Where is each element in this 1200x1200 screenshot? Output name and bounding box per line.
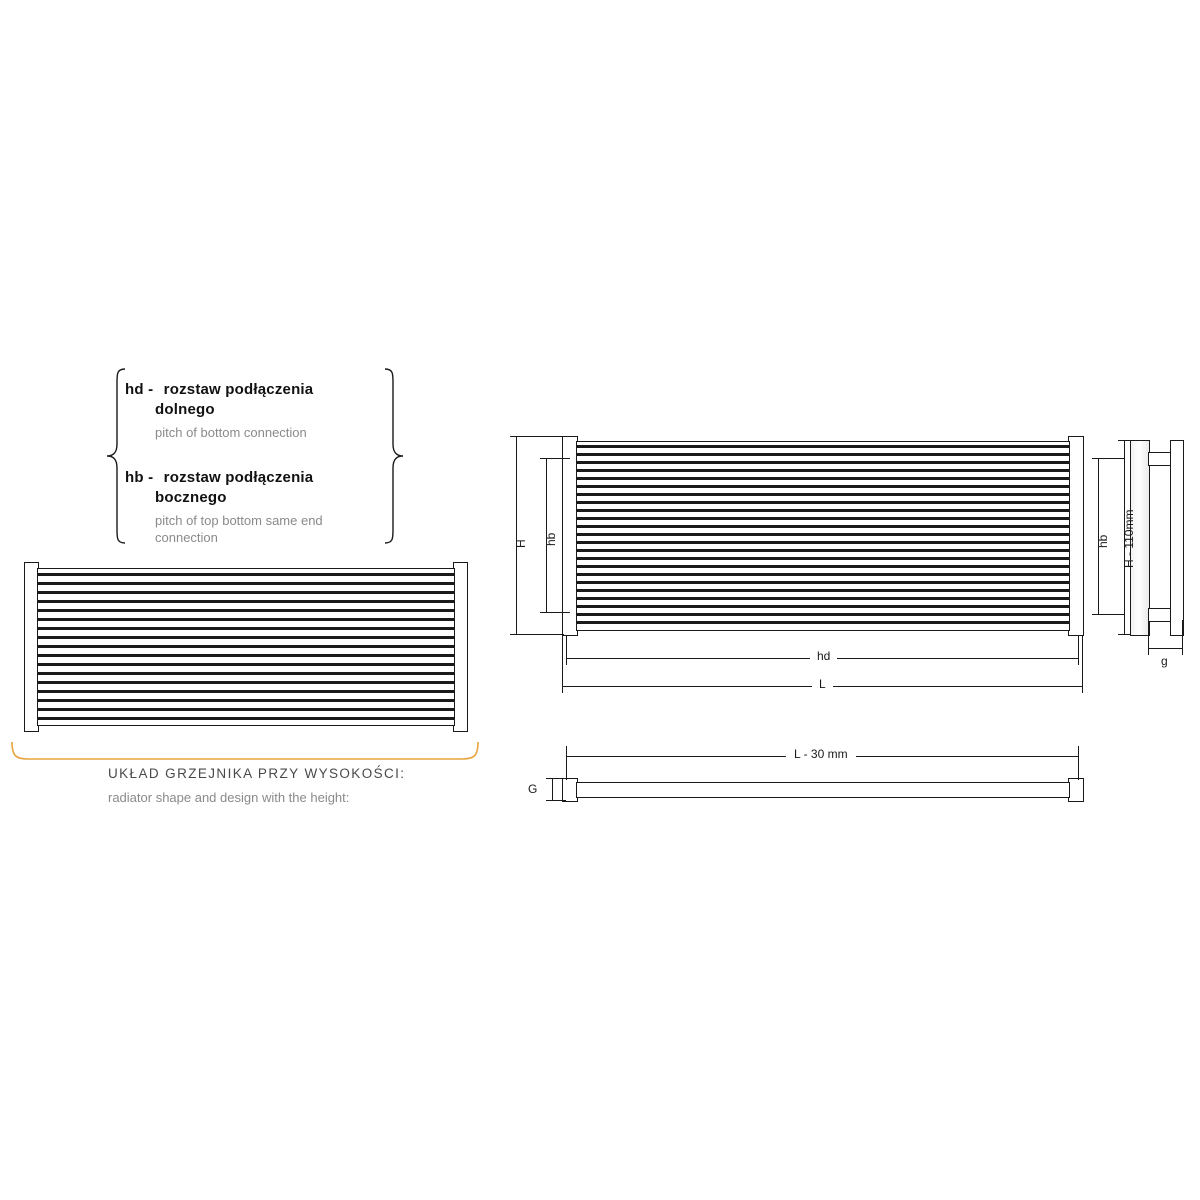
dim-L-ext-left (562, 636, 563, 688)
caption-title-en: radiator shape and design with the height: (108, 790, 350, 805)
radiator-tube-field (37, 568, 455, 726)
dim-g-ext-left (1148, 620, 1149, 646)
dim-H110-tick-bottom (1118, 634, 1131, 635)
dim-H110-tick-top (1118, 440, 1131, 441)
legend-brace-right-icon (383, 368, 405, 544)
dim-g-label: g (1161, 654, 1168, 668)
dim-G-ext-bottom (552, 800, 566, 801)
dim-H-line (516, 436, 517, 634)
legend-hb-title: rozstaw podłączenia (163, 469, 314, 486)
legend-brace-left-icon (105, 368, 127, 544)
radiator-front-view-small (24, 562, 466, 730)
legend-entry-hd (125, 380, 313, 441)
dim-G-line (552, 778, 553, 800)
legend-hd-title2: dolnego (155, 401, 215, 418)
caption-title-pl: UKŁAD GRZEJNIKA PRZY WYSOKOŚCI: (108, 766, 406, 781)
dim-L30-label: L - 30 mm (786, 747, 856, 761)
dim-H110-label: H - 110mm (1122, 509, 1136, 568)
dim-hd-ext-right (1078, 636, 1079, 660)
radiator-large-tube-field (576, 441, 1070, 631)
dim-L30-ext-left (566, 746, 567, 780)
radiator-side-rail (1170, 440, 1184, 636)
dim-hb-right-ext-bottom (1098, 614, 1124, 615)
radiator-front-view-large (562, 436, 1082, 634)
dim-H-label: H (514, 539, 528, 548)
legend-hb-subtitle: pitch of top bottom same end (155, 513, 323, 528)
dim-g-line (1148, 648, 1182, 649)
dim-hd-ext-left (566, 636, 567, 660)
dim-hb-ext-top (546, 458, 570, 459)
legend-entry-hb (125, 468, 323, 546)
dim-H-ext-top (516, 436, 564, 437)
dim-hb-right-ext-top (1098, 458, 1124, 459)
caption-underline-accent (10, 740, 480, 762)
radiator-top-view (562, 778, 1082, 800)
dim-G-ext-top (552, 778, 566, 779)
legend-hb-subtitle2: connection (155, 530, 218, 545)
radiator-large-right-manifold (1068, 436, 1084, 636)
radiator-right-manifold (453, 562, 468, 732)
dim-L30-ext-right (1078, 746, 1079, 780)
dim-L-ext-right (1082, 636, 1083, 688)
dim-g-ext-right (1182, 620, 1183, 646)
legend-hd-title: rozstaw podłączenia (163, 381, 314, 398)
dim-hd-label: hd (810, 649, 837, 663)
top-view-profile (576, 782, 1070, 798)
legend-hd-subtitle: pitch of bottom connection (155, 425, 307, 440)
legend-hb-title2: bocznego (155, 489, 227, 506)
top-view-right-end (1068, 778, 1084, 802)
dim-hb-label: hb (544, 532, 558, 546)
dim-L-label: L (812, 677, 833, 691)
dim-hb-right-label: hb (1096, 534, 1110, 548)
dim-H-ext-bottom (516, 634, 564, 635)
dim-hb-ext-bottom (546, 612, 570, 613)
legend-block (105, 368, 405, 544)
legend-hd-code: hd - (125, 381, 154, 398)
legend-hb-code: hb - (125, 469, 154, 486)
dim-G-label: G (528, 782, 538, 796)
